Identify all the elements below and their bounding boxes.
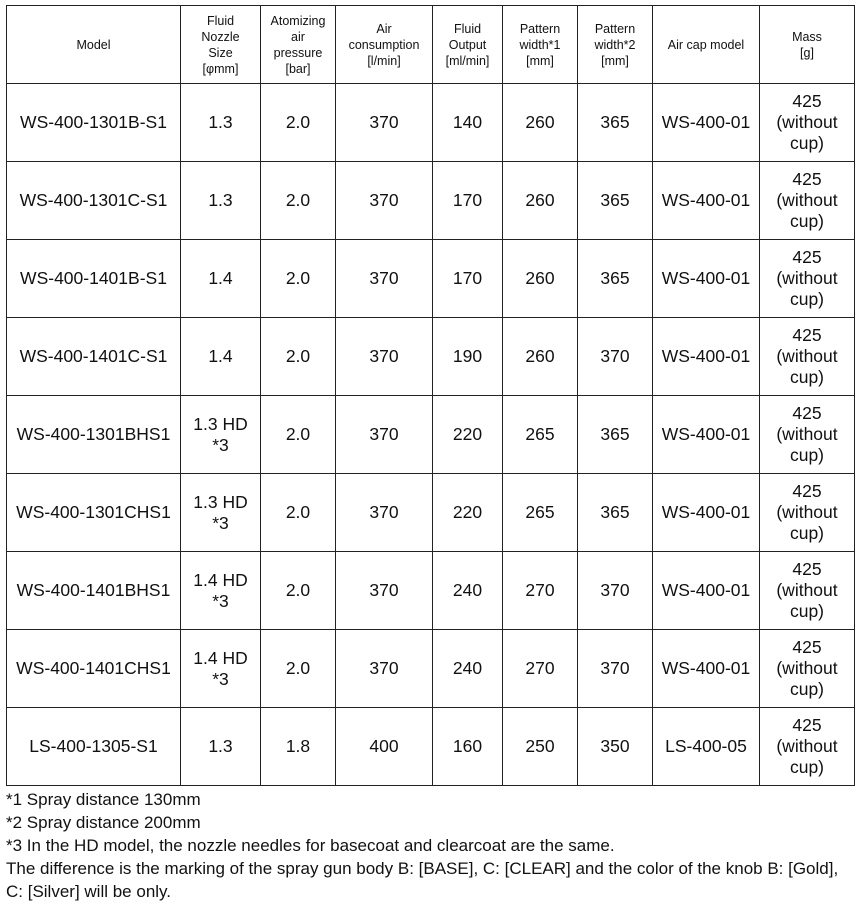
cell-line: 370 [369,190,399,210]
cell-line: 265 [525,502,555,522]
cell-line: (without [776,346,838,366]
table-cell [653,84,760,162]
cell-line: 260 [525,190,555,210]
table-cell [503,84,578,162]
table-cell [181,474,261,552]
cell-line: 265 [525,424,555,444]
table-cell [760,708,855,786]
header-row [7,6,855,84]
table-cell [181,708,261,786]
cell-line: 240 [452,658,483,678]
table-cell [503,552,578,630]
cell-line: Pattern [594,21,636,36]
table-cell [578,318,653,396]
cell-line: Nozzle [201,29,240,44]
footnote: The difference is the marking of the spray gun body B: [BASE], C: [CLEAR] and the color of the knob B: [Gold], C: [Silver] will be only. [6,859,839,901]
table-cell [503,708,578,786]
table-cell [653,396,760,474]
cell-line: 1.8 [285,736,311,756]
table-cell [7,240,181,318]
cell-line: cup) [789,679,825,699]
cell-line: Output [448,37,487,52]
column-header [7,6,181,84]
table-cell [181,552,261,630]
table-cell [261,474,336,552]
footnote: *1 Spray distance 130mm [6,790,201,809]
cell-line: 425 [792,403,822,423]
table-cell [336,630,433,708]
cell-line: 425 [792,91,822,111]
cell-line: WS-400-01 [661,190,751,210]
cell-line: 260 [525,268,555,288]
cell-line: (without [776,502,838,522]
cell-line: Air cap model [667,37,745,52]
cell-line: 1.3 HD [193,491,248,512]
table-row [7,630,855,708]
cell-line: 425 [792,247,822,267]
table-cell [653,630,760,708]
cell-line: WS-400-1301BHS1 [16,424,171,444]
cell-line: 370 [600,580,630,600]
table-row [7,708,855,786]
cell-line: 370 [369,424,399,444]
cell-line: 370 [369,346,399,366]
table-cell [760,162,855,240]
cell-line: 370 [369,268,399,288]
table-row [7,318,855,396]
table-cell [578,162,653,240]
cell-line: [bar] [285,61,311,76]
cell-line: (without [776,112,838,132]
table-cell [433,396,503,474]
cell-line: WS-400-1401BHS1 [16,580,171,600]
footnotes [6,788,854,903]
cell-line: WS-400-01 [661,580,751,600]
table-cell [261,240,336,318]
cell-line: [φmm] [202,61,239,76]
cell-line: 365 [600,424,630,444]
cell-line: (without [776,424,838,444]
cell-line: 260 [525,346,555,366]
table-cell [760,474,855,552]
cell-line: 365 [600,190,630,210]
table-cell [336,396,433,474]
cell-line: (without [776,580,838,600]
cell-line: *3 [212,668,229,689]
cell-line: 365 [600,502,630,522]
column-header [261,6,336,84]
table-cell [261,552,336,630]
cell-line: WS-400-1301C-S1 [19,190,168,210]
cell-line: [mm] [601,53,629,68]
cell-line: Model [76,37,111,52]
cell-line: WS-400-1401CHS1 [16,658,171,678]
column-header [578,6,653,84]
table-cell [181,630,261,708]
cell-line: 425 [792,715,822,735]
spray-gun-spec-table [6,5,855,786]
cell-line: 425 [792,481,822,501]
cell-line: Air [376,21,392,36]
cell-line: 270 [525,580,555,600]
cell-line: 160 [452,736,483,756]
table-row [7,396,855,474]
table-cell [261,162,336,240]
cell-line: 425 [792,559,822,579]
table-cell [503,162,578,240]
cell-line: 425 [792,169,822,189]
cell-line: 1.3 [208,112,233,132]
cell-line: cup) [789,211,825,231]
cell-line: 350 [600,736,630,756]
table-cell [503,318,578,396]
table-cell [760,552,855,630]
table-cell [653,240,760,318]
cell-line: cup) [789,367,825,387]
cell-line: 1.4 HD [193,569,248,590]
table-cell [433,240,503,318]
table-cell [433,708,503,786]
cell-line: 1.4 [208,346,233,366]
cell-line: WS-400-1301CHS1 [16,502,171,522]
cell-line: Atomizing [270,13,326,28]
table-cell [336,162,433,240]
cell-line: 170 [452,268,483,288]
table-row [7,162,855,240]
cell-line: 365 [600,268,630,288]
table-cell [653,474,760,552]
cell-line: 220 [452,424,483,444]
table-cell [7,474,181,552]
table-cell [181,84,261,162]
cell-line: LS-400-05 [665,736,747,756]
table-cell [336,708,433,786]
table-row [7,474,855,552]
cell-line: 1.3 HD [193,413,248,434]
cell-line: 400 [369,736,399,756]
cell-line: Mass [792,29,822,44]
footnote: *3 In the HD model, the nozzle needles for basecoat and clearcoat are the same. [6,836,615,855]
cell-line: *3 [212,590,229,611]
cell-line: 370 [369,658,399,678]
cell-line: 220 [452,502,483,522]
cell-line: 2.0 [285,580,311,600]
cell-line: 2.0 [285,268,311,288]
cell-line: cup) [789,133,825,153]
table-cell [653,552,760,630]
table-cell [760,318,855,396]
table-cell [503,474,578,552]
cell-line: 260 [525,112,555,132]
cell-line: 2.0 [285,502,311,522]
table-cell [578,552,653,630]
cell-line: air [291,29,305,44]
column-header [336,6,433,84]
cell-line: WS-400-01 [661,268,751,288]
cell-line: 250 [525,736,555,756]
cell-line: [ml/min] [445,53,490,68]
cell-line: (without [776,658,838,678]
table-cell [336,552,433,630]
table-cell [181,240,261,318]
cell-line: (without [776,268,838,288]
column-header [653,6,760,84]
table-cell [578,630,653,708]
cell-line: WS-400-01 [661,658,751,678]
cell-line: Size [208,45,233,60]
cell-line: 425 [792,637,822,657]
cell-line: 370 [600,658,630,678]
table-cell [7,396,181,474]
cell-line: WS-400-1301B-S1 [20,112,167,132]
cell-line: 190 [452,346,483,366]
cell-line: cup) [789,757,825,777]
cell-line: [g] [800,45,814,60]
column-header [503,6,578,84]
cell-line: width*2 [594,37,636,52]
column-header [433,6,503,84]
cell-line: 2.0 [285,112,311,132]
cell-line: 1.4 HD [193,647,248,668]
table-cell [336,474,433,552]
cell-line: consumption [348,37,420,52]
table-cell [760,630,855,708]
cell-line: 170 [452,190,483,210]
table-cell [7,162,181,240]
table-cell [433,474,503,552]
table-cell [261,630,336,708]
cell-line: WS-400-1401C-S1 [19,346,168,366]
table-cell [653,162,760,240]
table-cell [7,708,181,786]
table-cell [336,84,433,162]
cell-line: [mm] [526,53,554,68]
cell-line: *3 [212,512,229,533]
table-cell [760,396,855,474]
table-cell [7,84,181,162]
table-cell [578,474,653,552]
table-cell [503,630,578,708]
table-cell [653,708,760,786]
cell-line: WS-400-1401B-S1 [20,268,167,288]
footnote: *2 Spray distance 200mm [6,813,201,832]
table-cell [433,84,503,162]
cell-line: cup) [789,445,825,465]
cell-line: cup) [789,601,825,621]
table-cell [181,396,261,474]
cell-line: 270 [525,658,555,678]
table-row [7,552,855,630]
column-header [760,6,855,84]
table-row [7,240,855,318]
cell-line: (without [776,736,838,756]
table-cell [578,240,653,318]
cell-line: 240 [452,580,483,600]
cell-line: 2.0 [285,190,311,210]
table-cell [653,318,760,396]
cell-line: WS-400-01 [661,112,751,132]
cell-line: 365 [600,112,630,132]
cell-line: WS-400-01 [661,424,751,444]
cell-line: 370 [369,580,399,600]
cell-line: Fluid [453,21,482,36]
cell-line: 1.3 [208,736,233,756]
cell-line: 2.0 [285,346,311,366]
table-cell [7,630,181,708]
cell-line: *3 [212,434,229,455]
cell-line: [l/min] [367,53,401,68]
cell-line: 425 [792,325,822,345]
table-cell [760,240,855,318]
table-cell [503,396,578,474]
cell-line: LS-400-1305-S1 [29,736,158,756]
table-cell [760,84,855,162]
table-cell [336,318,433,396]
table-cell [433,630,503,708]
cell-line: width*1 [519,37,561,52]
table-row [7,84,855,162]
cell-line: Fluid [206,13,235,28]
cell-line: WS-400-01 [661,502,751,522]
table-cell [181,318,261,396]
table-cell [261,84,336,162]
table-cell [503,240,578,318]
cell-line: pressure [273,45,323,60]
table-cell [433,552,503,630]
cell-line: 2.0 [285,658,311,678]
cell-line: 370 [369,112,399,132]
cell-line: WS-400-01 [661,346,751,366]
table-cell [578,396,653,474]
cell-line: (without [776,190,838,210]
spec-sheet [6,5,854,903]
table-cell [7,318,181,396]
table-cell [336,240,433,318]
cell-line: cup) [789,289,825,309]
cell-line: 370 [369,502,399,522]
table-body [7,84,855,786]
table-cell [433,318,503,396]
table-cell [261,708,336,786]
cell-line: 370 [600,346,630,366]
column-header [181,6,261,84]
cell-line: 140 [452,112,483,132]
cell-line: Pattern [519,21,561,36]
table-cell [261,318,336,396]
table-cell [261,396,336,474]
table-cell [181,162,261,240]
table-cell [578,84,653,162]
cell-line: cup) [789,523,825,543]
table-cell [433,162,503,240]
cell-line: 1.3 [208,190,233,210]
table-cell [578,708,653,786]
cell-line: 1.4 [208,268,233,288]
table-cell [7,552,181,630]
cell-line: 2.0 [285,424,311,444]
